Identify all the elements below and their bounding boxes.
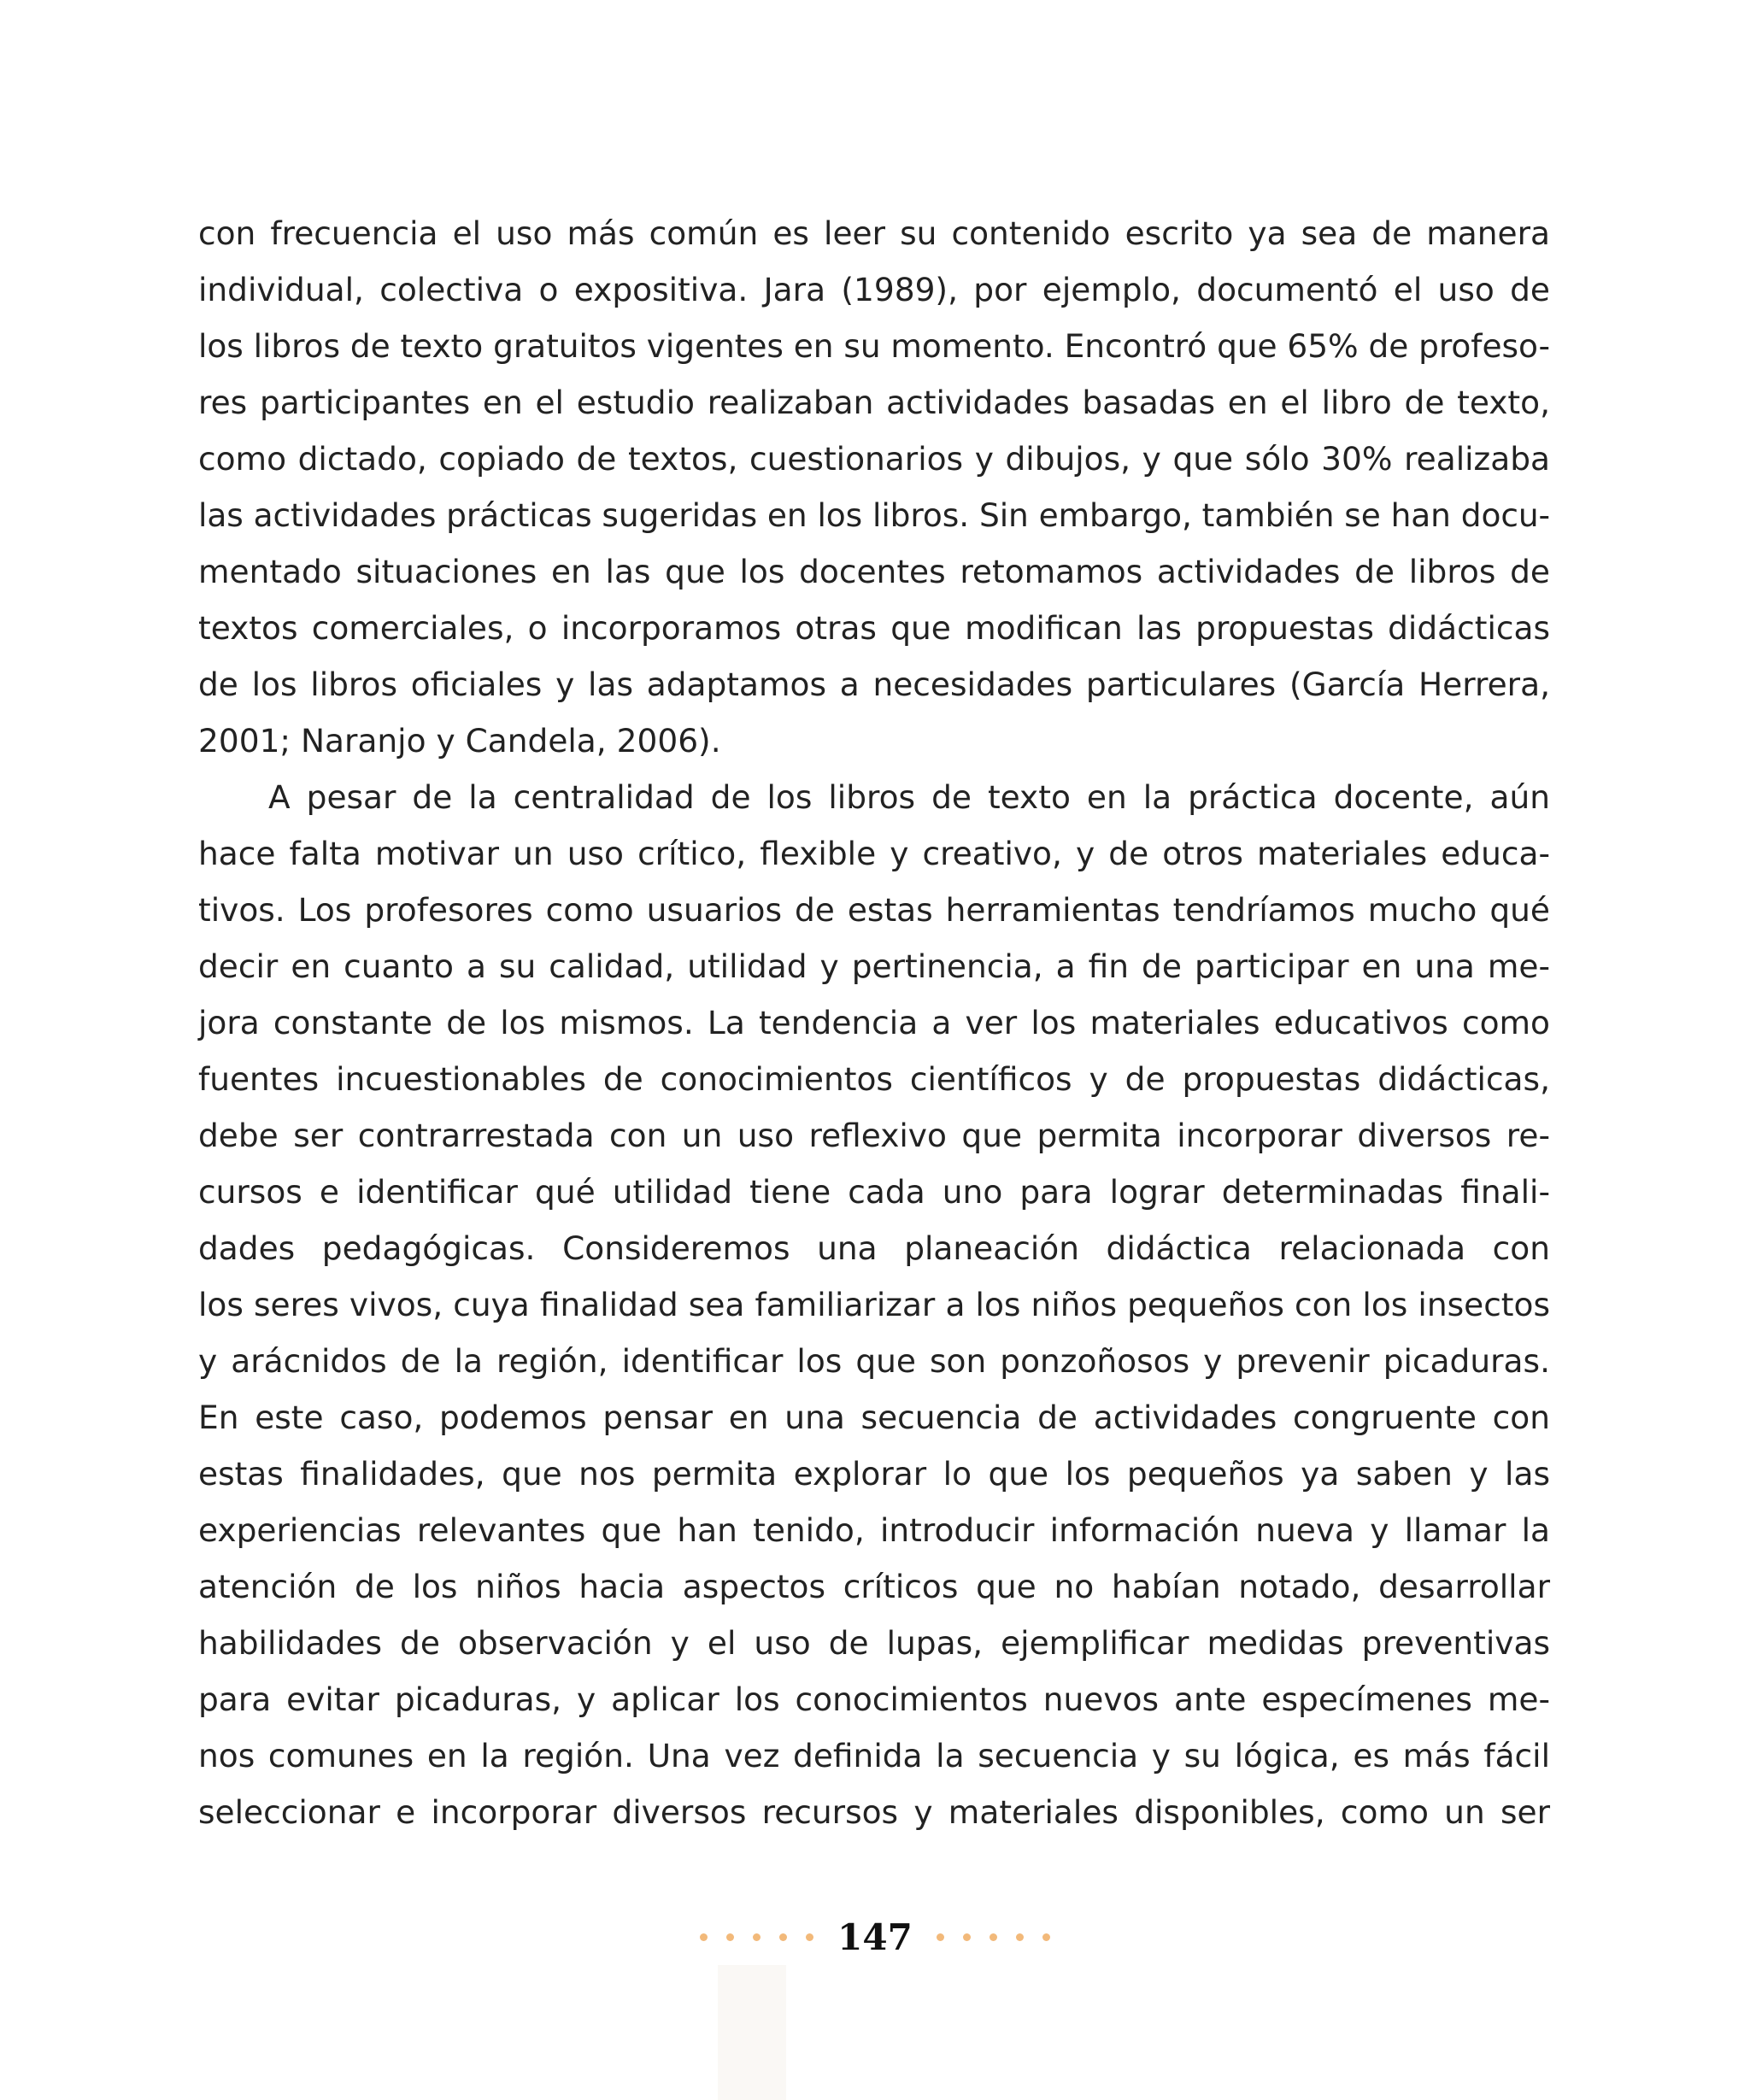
text-line: 2001; Naranjo y Candela, 2006). [198, 722, 721, 760]
text-line: cursos e identificar qué utilidad tiene cada uno para lograr determinadas finali- [198, 1173, 1551, 1211]
text-line: las actividades prácticas sugeridas en los libros. Sin embargo, también se han docu- [198, 496, 1551, 534]
page-footer [0, 1907, 1750, 1967]
decorative-dots-left [700, 1933, 813, 1941]
text-line: textos comerciales, o incorporamos otras que modifican las propuestas didácticas [198, 609, 1550, 647]
dot-icon [779, 1933, 787, 1941]
page-number: 147 [837, 1915, 913, 1958]
text-line: seleccionar e incorporar diversos recursos y materiales disponibles, como un ser [198, 1793, 1551, 1831]
paragraph-1 [198, 205, 1550, 769]
text-line: los libros de texto gratuitos vigentes en su momento. Encontró que 65% de profeso- [198, 327, 1551, 365]
dot-icon [753, 1933, 760, 1941]
text-line: dades pedagógicas. Consideremos una planeación didáctica relacionada con [198, 1229, 1550, 1267]
text-line: como dictado, copiado de textos, cuestionarios y dibujos, y que sólo 30% realizaba [198, 440, 1550, 478]
paragraph-2 [198, 769, 1550, 1840]
text-line: decir en cuanto a su calidad, utilidad y pertinencia, a fin de participar en una me- [198, 947, 1550, 985]
body-text [198, 205, 1550, 1840]
text-line: habilidades de observación y el uso de lupas, ejemplificar medidas preventivas [198, 1624, 1550, 1662]
text-line: debe ser contrarrestada con un uso reflexivo que permita incorporar diversos re- [198, 1117, 1550, 1154]
text-line: En este caso, podemos pensar en una secuencia de actividades congruente con [198, 1399, 1550, 1436]
text-line: estas finalidades, que nos permita explorar lo que los pequeños ya saben y las [198, 1455, 1550, 1493]
text-line: para evitar picaduras, y aplicar los conocimientos nuevos ante especímenes me- [198, 1681, 1550, 1718]
dot-icon [1042, 1933, 1050, 1941]
dot-icon [963, 1933, 971, 1941]
text-line: A pesar de la centralidad de los libros de texto en la práctica docente, aún [268, 778, 1551, 816]
text-line: y arácnidos de la región, identificar los que son ponzoñosos y prevenir picaduras. [198, 1342, 1550, 1380]
dot-icon [806, 1933, 813, 1941]
text-line: mentado situaciones en las que los docentes retomamos actividades de libros de [198, 553, 1550, 590]
text-line: res participantes en el estudio realizaban actividades basadas en el libro de texto, [198, 384, 1551, 421]
page-shade [718, 1965, 786, 2100]
text-line: de los libros oficiales y las adaptamos a necesidades particulares (García Herrera, [198, 666, 1550, 703]
text-line: fuentes incuestionables de conocimientos científicos y de propuestas didácticas, [198, 1060, 1550, 1098]
text-line: atención de los niños hacia aspectos críticos que no habían notado, desarrollar [198, 1568, 1551, 1605]
dot-icon [937, 1933, 944, 1941]
dot-icon [700, 1933, 708, 1941]
dot-icon [726, 1933, 734, 1941]
text-line: con frecuencia el uso más común es leer su contenido escrito ya sea de manera [198, 214, 1550, 252]
text-line: hace falta motivar un uso crítico, flexible y creativo, y de otros materiales educa- [198, 835, 1550, 872]
text-line: individual, colectiva o expositiva. Jara (1989), por ejemplo, documentó el uso de [198, 271, 1550, 308]
text-line: jora constante de los mismos. La tendencia a ver los materiales educativos como [198, 1004, 1550, 1041]
dot-icon [990, 1933, 997, 1941]
decorative-dots-right [937, 1933, 1050, 1941]
text-line: tivos. Los profesores como usuarios de estas herramientas tendríamos mucho qué [198, 891, 1550, 929]
text-line: nos comunes en la región. Una vez definida la secuencia y su lógica, es más fácil [198, 1737, 1551, 1774]
dot-icon [1016, 1933, 1024, 1941]
text-line: los seres vivos, cuya finalidad sea familiarizar a los niños pequeños con los insectos [198, 1286, 1550, 1323]
text-line: experiencias relevantes que han tenido, introducir información nueva y llamar la [198, 1511, 1550, 1549]
